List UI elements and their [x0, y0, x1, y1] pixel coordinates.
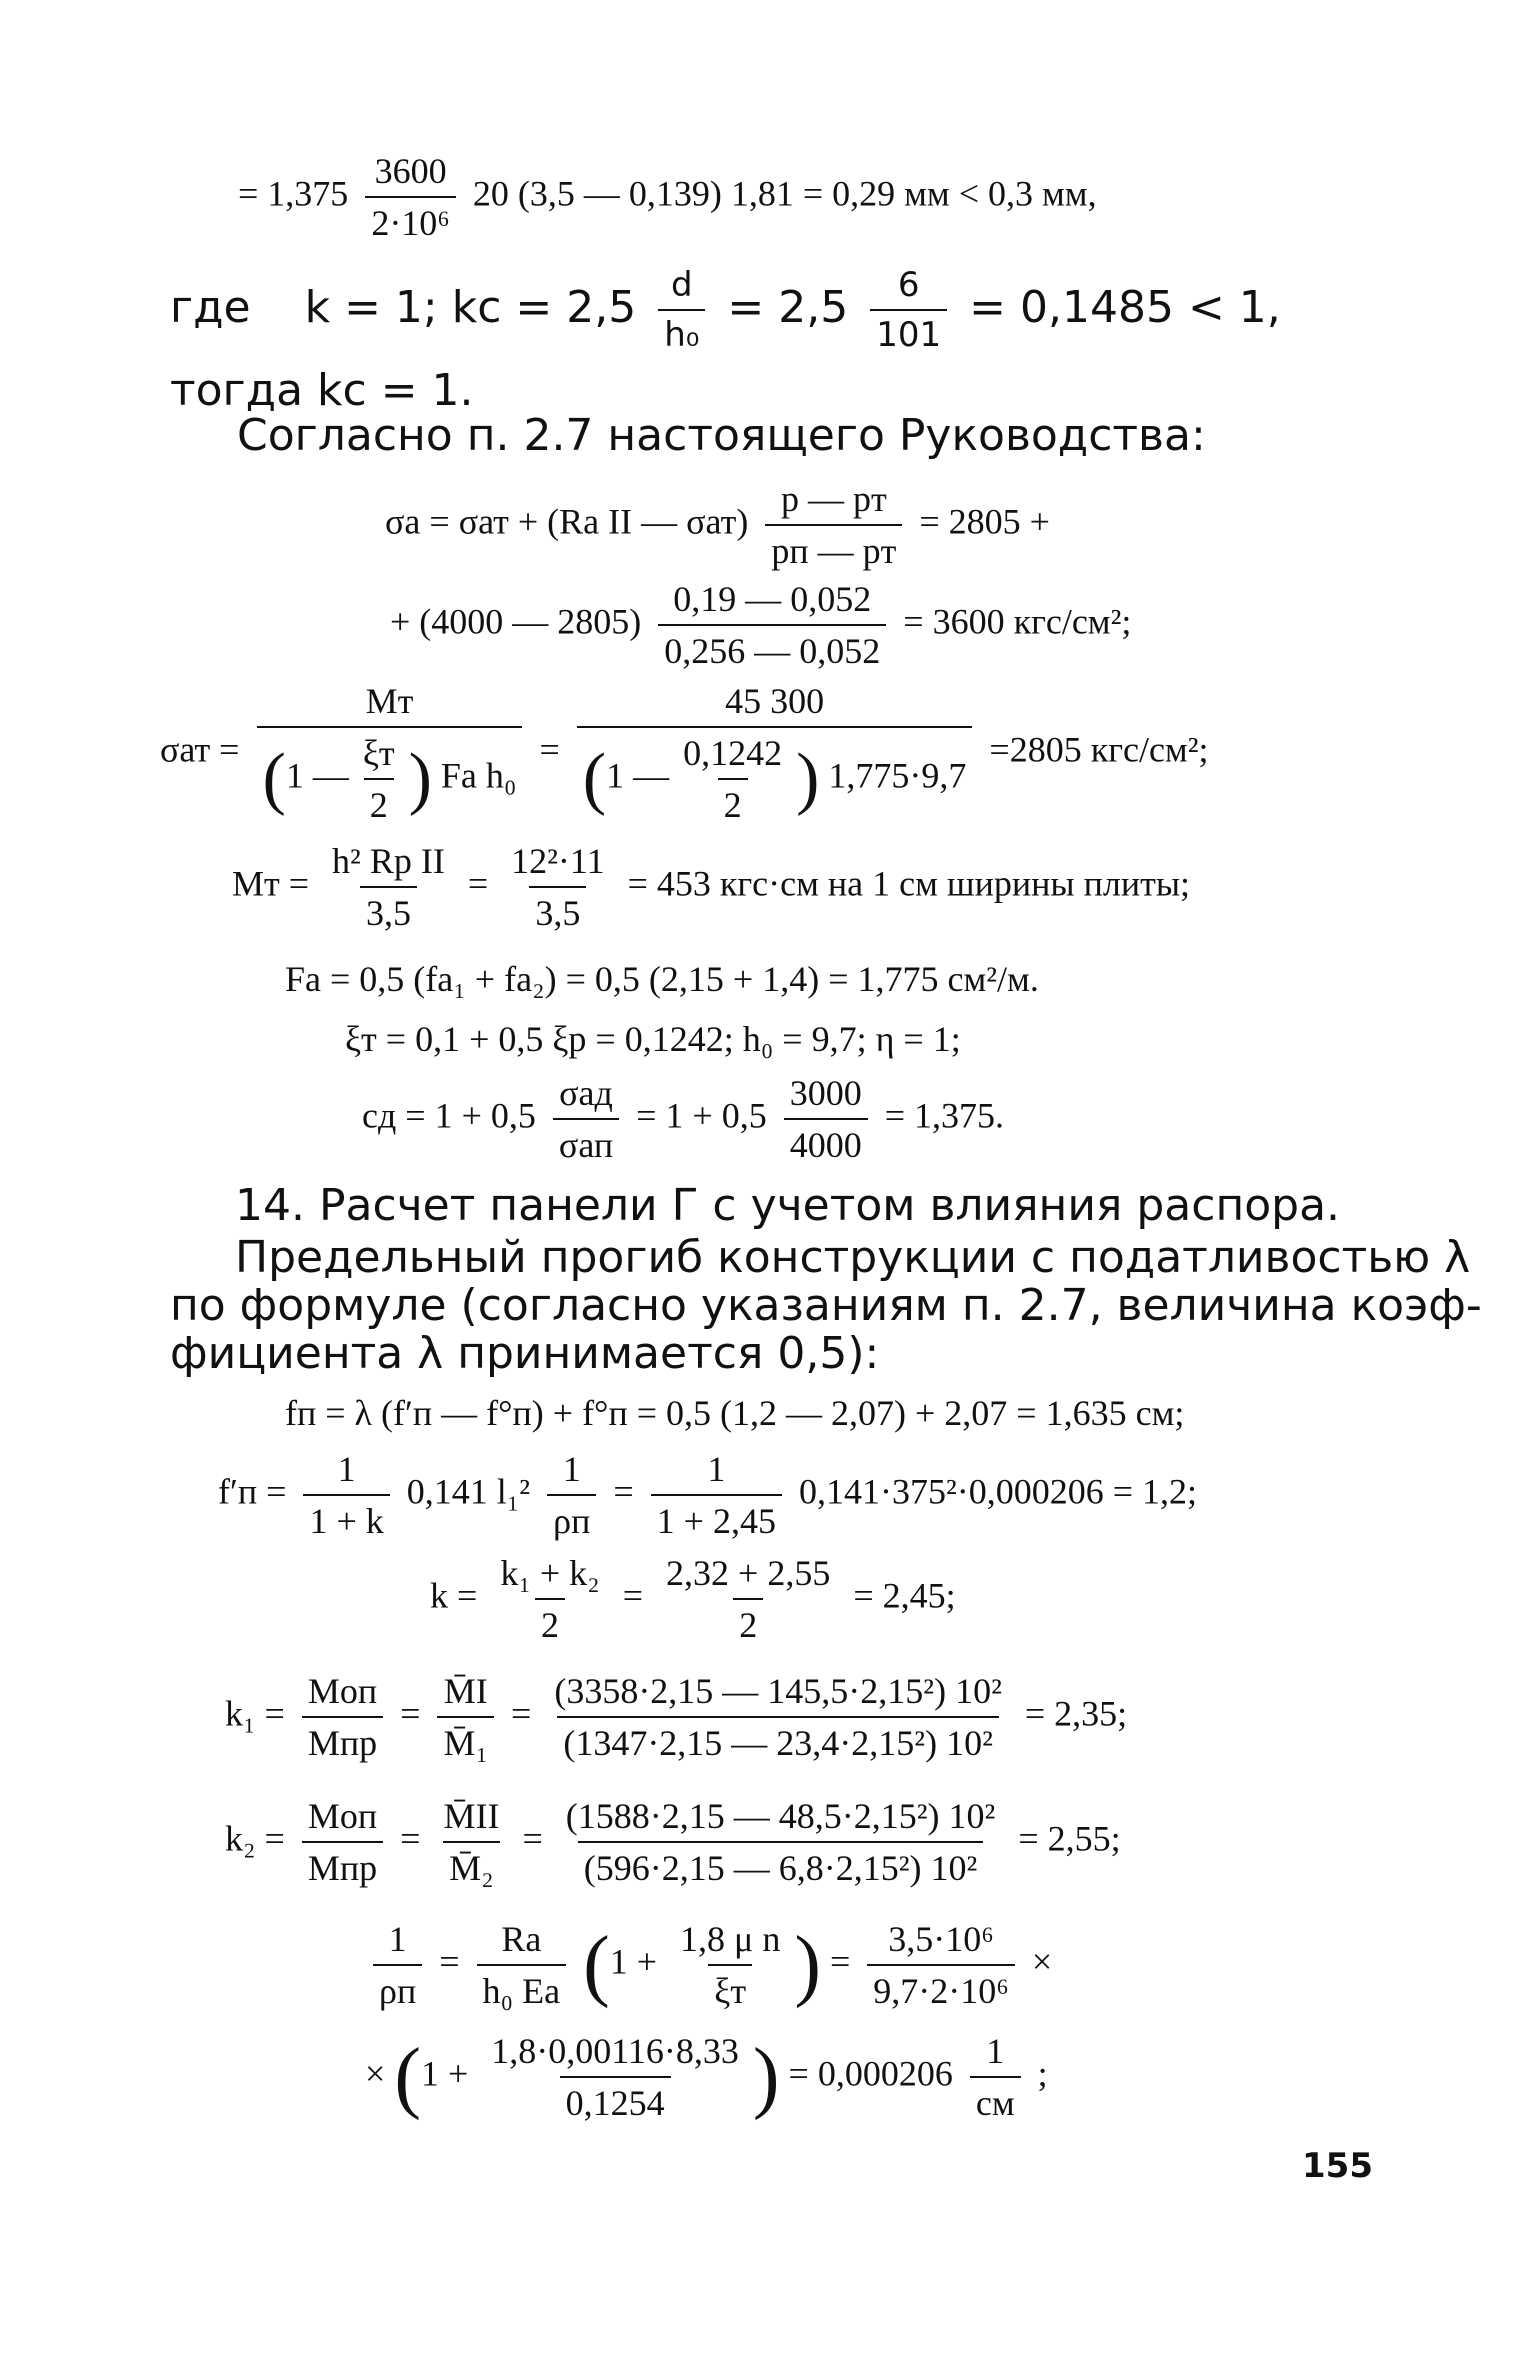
numerator: M̄I: [443, 1671, 488, 1711]
denominator: 2: [733, 1598, 763, 1646]
numerator: Rа: [501, 1919, 542, 1959]
eq-text: Mт =: [232, 863, 310, 904]
fraction: [326, 840, 451, 934]
numerator: d: [671, 265, 693, 305]
equation-line-8: Mт = $\frac{\text{h² Rр II}}{3,5}$ = $\frac{\text{12²·11}}{3,5}$ = 453 кгс·см на 1 см ширины плиты;: [232, 841, 1191, 933]
denominator: ρп: [547, 1494, 596, 1542]
eq-text: k₁ =: [225, 1693, 285, 1734]
numerator: 1,8·0,00116·8,33: [491, 2031, 739, 2071]
eq-text: k₂ =: [225, 1818, 285, 1859]
eq-text: f′п =: [218, 1471, 287, 1512]
fraction: [677, 732, 788, 826]
equation-line-9: Fа = 0,5 (fа₁ + fа₂) = 0,5 (2,15 + 1,4) = 1,775 см²/м.: [285, 959, 1039, 999]
page-number: 155: [1302, 2146, 1373, 2186]
equation-line-18: k = $\frac{\text{k₁ + k₂}}{2}$ = $\frac{2,32 + 2,55}{2}$ = 2,45;: [430, 1553, 956, 1645]
eq-text: 1 —: [606, 755, 670, 796]
fraction: [658, 578, 886, 672]
eq-text: 1 —: [285, 755, 349, 796]
eq-text: ;: [1037, 2053, 1048, 2094]
eq-text: = 0,000206: [788, 2053, 953, 2094]
denominator: 3,5: [529, 886, 586, 934]
eq-text: = 1,375: [238, 173, 349, 214]
eq-text: 1 +: [420, 2053, 469, 2094]
fraction: [373, 1918, 422, 2012]
fraction: [302, 1795, 383, 1889]
eq-text: + (4000 — 2805): [390, 601, 642, 642]
fraction: [365, 150, 456, 244]
eq-text: = 2,5: [727, 282, 849, 333]
numerator: 1: [337, 1449, 356, 1489]
numerator: 0,19 — 0,052: [673, 579, 872, 619]
paren-close: ): [794, 1921, 821, 2009]
paragraph-line-15: фициента λ принимается 0,5):: [170, 1328, 880, 1379]
eq-text: = 2,45;: [853, 1575, 956, 1616]
fraction: [660, 1552, 836, 1646]
eq-text: 0,141·375²·0,000206 = 1,2;: [798, 1471, 1198, 1512]
denominator: ρп: [373, 1964, 422, 2012]
numerator: Mоп: [307, 1671, 378, 1711]
equation-line-1: [238, 150, 1097, 244]
eq-text: 20 (3,5 — 0,139) 1,81 = 0,29 мм < 0,3 мм,: [472, 173, 1097, 214]
paren-close: ): [796, 740, 820, 817]
equation-line-22: [365, 2030, 1048, 2124]
denominator: (596·2,15 — 6,8·2,15²) 10²: [578, 1841, 984, 1889]
paren-open: (: [583, 1921, 610, 2009]
eq-text: =: [539, 729, 560, 770]
numerator: Mоп: [307, 1796, 378, 1836]
fraction: [651, 1448, 782, 1542]
fraction: [437, 1795, 505, 1889]
denominator: h₀ Eа: [477, 1964, 567, 2012]
denominator: M̄₁: [437, 1716, 494, 1764]
fraction: [674, 1918, 786, 2012]
numerator: 3000: [789, 1073, 862, 1113]
eq-text: k =: [430, 1575, 478, 1616]
numerator: 3,5·10⁶: [888, 1919, 994, 1959]
numerator: (3358·2,15 — 145,5·2,15²) 10²: [554, 1671, 1002, 1711]
denominator: 0,1254: [560, 2076, 671, 2124]
fraction: [547, 1448, 596, 1542]
paragraph-line-13: Предельный прогиб конструкции с податливостью λ: [235, 1232, 1471, 1283]
denominator: см: [970, 2076, 1021, 2124]
numerator: p — pт: [780, 479, 887, 519]
fraction: [437, 1670, 494, 1764]
section-heading: 14. Расчет панели Г с учетом влияния распора.: [235, 1180, 1341, 1231]
fraction: [867, 1918, 1015, 2012]
fraction: [505, 840, 610, 934]
numerator: 12²·11: [511, 841, 605, 881]
numerator: 3600: [374, 151, 447, 191]
fraction: [560, 1795, 1002, 1889]
equation-line-17: [218, 1448, 1197, 1542]
denominator: Mпр: [302, 1841, 383, 1889]
paren-open: (: [582, 740, 607, 817]
eq-text: 0,141 l₁²: [406, 1471, 531, 1512]
equation-line-20: k₂ = $\frac{\text{Mоп}}{\text{Mпр}}$ = $\frac{M̄II}{\text{M̄₂}}$ = $\frac{\text{(1588·2,15 — 48,5·2,15²) 10²}}{\text{(596·2,15 — 6,8·2,15²) 10²}}$ = 2,55;: [225, 1796, 1121, 1888]
fraction: [302, 1670, 383, 1764]
equation-line-11: [362, 1072, 1004, 1166]
denominator: 9,7·2·10⁶: [867, 1964, 1015, 2012]
paragraph-line-14: по формуле (согласно указаниям п. 2.7, величина коэф-: [170, 1280, 1482, 1331]
denominator: [257, 726, 523, 826]
eq-text: cд = 1 + 0,5: [362, 1095, 536, 1136]
numerator: (1588·2,15 — 48,5·2,15²) 10²: [565, 1796, 996, 1836]
denominator: M̄₂: [443, 1841, 500, 1889]
equation-line-19: k₁ = $\frac{\text{Mоп}}{\text{Mпр}}$ = $\frac{M̄I}{\text{M̄₁}}$ = $\frac{\text{(3358·2,15 — 145,5·2,15²) 10²}}{\text{(1347·2,15 — 23,4·2,15²) 10²}}$ = 2,35;: [225, 1671, 1128, 1763]
denominator: 1 + 2,45: [651, 1494, 782, 1542]
numerator: 1: [707, 1449, 726, 1489]
eq-text: 1 +: [609, 1941, 658, 1982]
fraction: [553, 1072, 619, 1166]
denominator: [577, 726, 973, 826]
eq-text: = 2,55;: [1018, 1818, 1121, 1859]
eq-text: = 2,35;: [1024, 1693, 1128, 1734]
equation-line-2: [170, 265, 1281, 355]
eq-text: k = 1; kс = 2,5: [304, 282, 637, 333]
paren-close: ): [408, 740, 432, 817]
equation-line-16: fп = λ (f′п — f°п) + f°п = 0,5 (1,2 — 2,07) + 2,07 = 1,635 см;: [285, 1393, 1185, 1433]
eq-text: = 2805 +: [919, 501, 1050, 542]
numerator: Mт: [365, 681, 414, 721]
fraction: [357, 732, 401, 826]
numerator: 6: [897, 265, 920, 305]
fraction: [477, 1918, 567, 2012]
numerator: M̄II: [443, 1796, 500, 1836]
fraction: [303, 1448, 389, 1542]
prose-word: где: [170, 282, 251, 333]
fraction: [494, 1552, 605, 1646]
equation-line-5: [385, 478, 1050, 572]
eq-text: = 1,375.: [884, 1095, 1005, 1136]
eq-text: ×: [365, 2053, 386, 2094]
fraction: [548, 1670, 1008, 1764]
denominator: ξт: [708, 1964, 752, 2012]
denominator: 0,256 — 0,052: [658, 624, 886, 672]
text-line-3: тогда kс = 1.: [170, 365, 474, 416]
numerator: 45 300: [725, 681, 825, 721]
denominator: 1 + k: [303, 1494, 389, 1542]
fraction: [870, 265, 947, 355]
numerator: k₁ + k₂: [500, 1553, 600, 1593]
denominator: σап: [553, 1118, 619, 1166]
denominator: 3,5: [360, 886, 417, 934]
eq-text: = 0,1485 < 1,: [969, 282, 1281, 333]
denominator: 2: [535, 1598, 565, 1646]
denominator: h₀: [658, 309, 705, 355]
denominator: 2: [364, 778, 394, 826]
eq-text: =: [613, 1471, 634, 1512]
eq-text: σат =: [160, 729, 240, 770]
equation-line-21: $\frac{1}{\rho п}$ = $\frac{Rа}{\text{h₀ Eа}}$ (1 + $\frac{\text{1,8 μ n}}{\xi т}$ ) = $\frac{\text{3,5·10⁶}}{\text{9,7·2·10⁶}}$ ×: [365, 1918, 1052, 2012]
eq-text: σа = σат + (Rа II — σат): [385, 501, 749, 542]
denominator: (1347·2,15 — 23,4·2,15²) 10²: [557, 1716, 999, 1764]
eq-text: =2805 кгс/см²;: [989, 729, 1209, 770]
numerator: 1: [562, 1449, 581, 1489]
fraction: [765, 478, 902, 572]
paren-open: (: [262, 740, 286, 817]
fraction: [485, 2030, 745, 2124]
denominator: Mпр: [302, 1716, 383, 1764]
fraction: [577, 680, 973, 826]
equation-line-7: [160, 680, 1209, 826]
denominator: 2·10⁶: [365, 196, 456, 244]
equation-line-10: ξт = 0,1 + 0,5 ξр = 0,1242; h₀ = 9,7; η = 1;: [345, 1019, 961, 1059]
eq-text: Fа h₀: [440, 755, 517, 796]
equation-line-6: [390, 578, 1131, 672]
numerator: 2,32 + 2,55: [666, 1553, 831, 1593]
fraction: [658, 265, 705, 355]
numerator: 1: [986, 2031, 1005, 2071]
denominator: pп — pт: [765, 524, 902, 572]
fraction: [784, 1072, 868, 1166]
numerator: 1,8 μ n: [680, 1919, 781, 1959]
denominator: 101: [870, 309, 947, 355]
numerator: h² Rр II: [332, 841, 445, 881]
numerator: ξт: [362, 733, 395, 773]
eq-text: = 453 кгс·см на 1 см ширины плиты;: [627, 863, 1191, 904]
numerator: 0,1242: [683, 733, 783, 773]
eq-text: ×: [1031, 1941, 1053, 1982]
fraction: [970, 2030, 1021, 2124]
eq-text: = 1 + 0,5: [636, 1095, 767, 1136]
denominator: 4000: [784, 1118, 868, 1166]
eq-text: = 3600 кгс/см²;: [903, 601, 1132, 642]
fraction: [257, 680, 523, 826]
numerator: σад: [559, 1073, 613, 1113]
paren-close: ): [752, 2033, 780, 2121]
paren-open: (: [394, 2033, 421, 2121]
denominator: 2: [718, 778, 748, 826]
numerator: 1: [388, 1919, 407, 1959]
text-line-4: Согласно п. 2.7 настоящего Руководства:: [237, 410, 1206, 461]
eq-text: 1,775·9,7: [828, 755, 967, 796]
